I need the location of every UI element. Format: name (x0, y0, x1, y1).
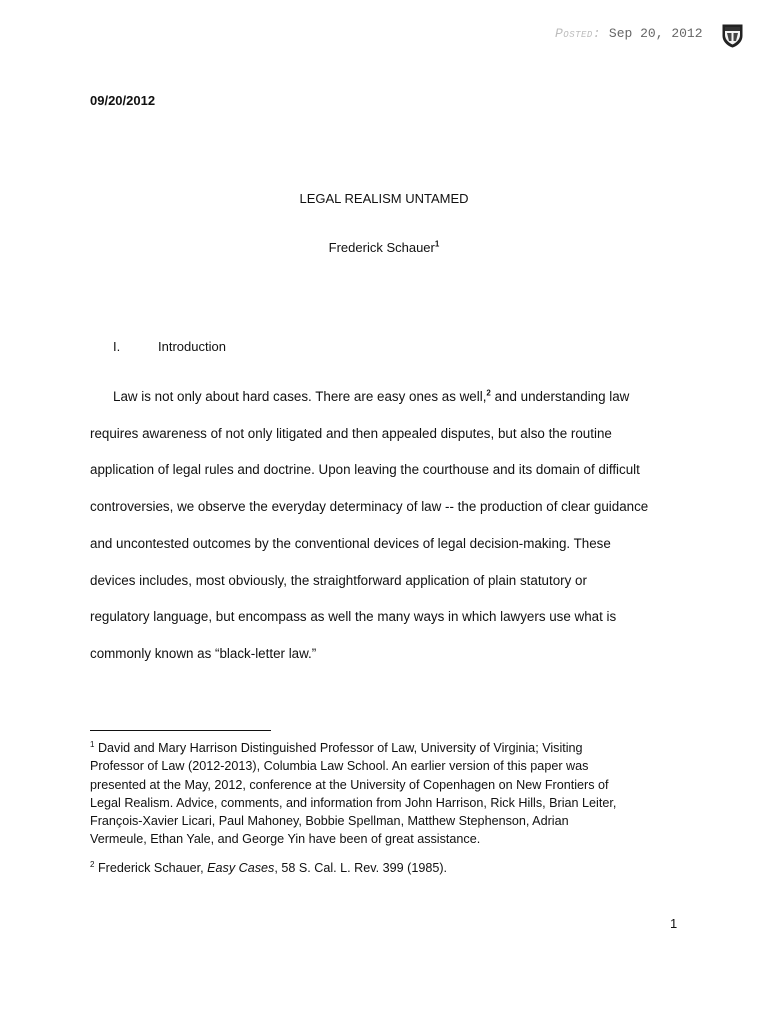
footnote-ref-1: 1 (434, 239, 440, 249)
section-number: I. (113, 339, 121, 354)
footnote-mark: 2 (90, 859, 95, 869)
footnote-line: Legal Realism. Advice, comments, and information from John Harrison, Rick Hills, Brian Leiter, (90, 795, 617, 810)
footnote-line: François-Xavier Licari, Paul Mahoney, Bobbie Spellman, Matthew Stephenson, Adrian (90, 814, 569, 829)
body-line: application of legal rules and doctrine. Upon leaving the courthouse and its domain of difficult (90, 462, 640, 478)
posted-date: Sep 20, 2012 (608, 26, 703, 41)
body-line: commonly known as “black-letter law.” (90, 645, 317, 661)
footnote-line: Vermeule, Ethan Yale, and George Yin have been of great assistance. (90, 832, 481, 847)
posted-stamp (555, 26, 703, 41)
footnote-mark: 1 (90, 739, 95, 749)
body-line: controversies, we observe the everyday determinacy of law -- the production of clear guidance (90, 499, 649, 515)
page-number: 1 (670, 916, 678, 931)
document-date: 09/20/2012 (90, 93, 156, 108)
body-line: and uncontested outcomes by the conventional devices of legal decision-making. These (90, 535, 611, 551)
author-name: Frederick Schauer (328, 240, 435, 255)
body-paragraph (90, 379, 690, 673)
footnote-line: presented at the May, 2012, conference at the University of Copenhagen on New Frontiers of (90, 777, 609, 792)
footnote-2: $^2$ Frederick Schauer, Easy Cases, 58 S. Cal. L. Rev. 399 (1985). (90, 859, 448, 875)
footnote-ref-2: 2 (486, 388, 491, 398)
document-author (0, 240, 768, 255)
body-line: regulatory language, but encompass as well the many ways in which lawyers use what is (90, 609, 617, 625)
citation-title: Easy Cases (207, 860, 275, 875)
section-title: Introduction (158, 339, 226, 354)
body-line: requires awareness of not only litigated and then appealed disputes, but also the routine (90, 425, 612, 441)
footnote-line: Professor of Law (2012-2013), Columbia Law School. An earlier version of this paper was (90, 759, 589, 774)
footnote-1: $^1$ David and Mary Harrison Distinguished Professor of Law, University of Virginia; Visiting Professor of Law (2012-2013), Columbia Law School. An earlier version of this paper was presented at the May, 2012, conference at the University of Copenhagen on New Frontiers of Legal Realism. Advice, comments, and information from John Harrison, Rick Hills, Brian Leiter, François-Xavier Licari, Paul Mahoney, Bobbie Spellman, Matthew Stephenson, Adrian Vermeule, Ethan Yale, and George Yin have been of great assistance. (90, 739, 680, 849)
section-heading (113, 339, 226, 354)
document-title: LEGAL REALISM UNTAMED (299, 191, 469, 206)
shield-crest-icon (722, 24, 743, 48)
body-line: devices includes, most obviously, the straightforward application of plain statutory or (90, 572, 587, 588)
footnotes (90, 739, 680, 887)
posted-label: Posted: (555, 26, 602, 41)
body-line: Law is not only about hard cases. There are easy ones as well,$^2$ and understanding law (113, 388, 630, 404)
footnote-divider (90, 730, 271, 731)
